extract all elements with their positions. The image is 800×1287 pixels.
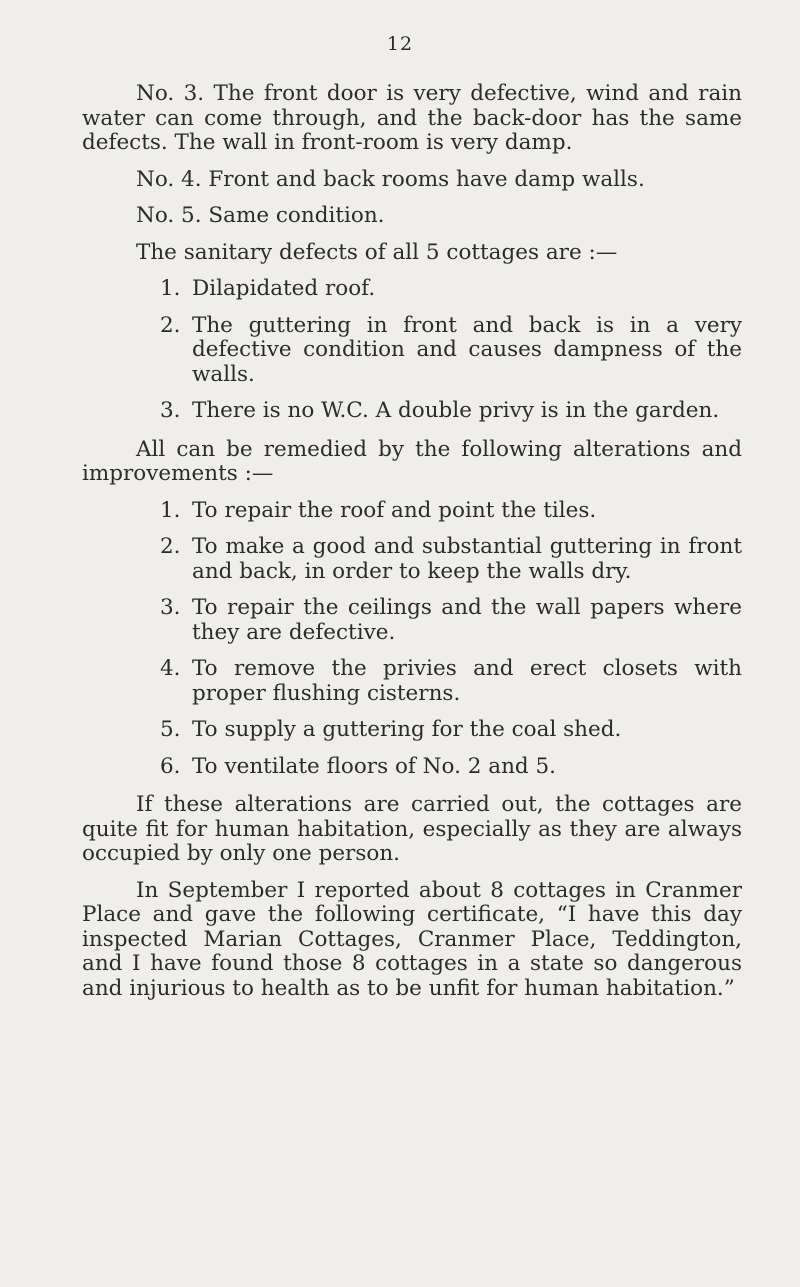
list-item-number: 1. [160,497,181,523]
list-item [82,535,742,584]
list-item [82,277,742,302]
list-item-number: 4. [160,656,181,681]
list-item [82,755,742,780]
list-item-number: 2. [160,312,181,338]
paragraph-conclusion: If these alterations are carried out, the cottages are quite fit for human habitation, especially as they are always occupied by only one person. [82,792,742,866]
list-item-number: 1. [160,276,181,301]
list-item-number: 2. [160,534,181,559]
list-item-text: Dilapidated roof. [192,276,376,301]
body-text [82,82,742,1001]
page-number: 12 [386,33,414,55]
paragraph-defects-intro: The sanitary defects of all 5 cottages are :— [136,239,618,265]
list-item-number: 6. [160,753,181,779]
list-item [82,657,742,706]
list-item-number: 5. [160,717,181,742]
list-item [82,718,742,743]
improvements-list [82,499,742,780]
paragraph-certificate: In September I reported about 8 cottages in Cranmer Place and gave the following certificate, “I have this day inspected Marian Cottages, Cranmer Place, Teddington, and I have found those 8 cottages in a state so dangerous and injurious to health as to be unfit for human habitation.” [82,877,742,1001]
list-item-number: 3. [160,398,181,423]
list-item-text: To make a good and substantial guttering in front and back, in order to keep the walls dry. [192,534,742,584]
list-item [82,399,742,424]
paragraph-cottage-3: No. 3. The front door is very defective, wind and rain water can come through, and the back-door has the same defects. The wall in front-room is very damp. [82,81,742,155]
list-item-text: To remove the privies and erect closets with proper flushing cisterns. [192,656,742,706]
list-item-text: To repair the ceilings and the wall papers where they are defective. [192,595,742,645]
paragraph-cottage-5: No. 5. Same condition. [136,203,385,228]
paragraph-remedy-intro: All can be remedied by the following alterations and improvements :— [82,436,742,486]
list-item-text: To supply a guttering for the coal shed. [192,717,622,742]
list-item-text: There is no W.C. A double privy is in the garden. [192,398,720,423]
list-item-number: 3. [160,595,181,620]
paragraph-cottage-4: No. 4. Front and back rooms have damp walls. [136,166,645,192]
list-item-text: To ventilate floors of No. 2 and 5. [192,753,557,779]
list-item [82,314,742,388]
list-item [82,499,742,524]
list-item-text: The guttering in front and back is in a very defective condition and causes dampness of the walls. [192,312,742,387]
list-item-text: To repair the roof and point the tiles. [192,497,597,523]
defects-list [82,277,742,424]
list-item [82,596,742,645]
